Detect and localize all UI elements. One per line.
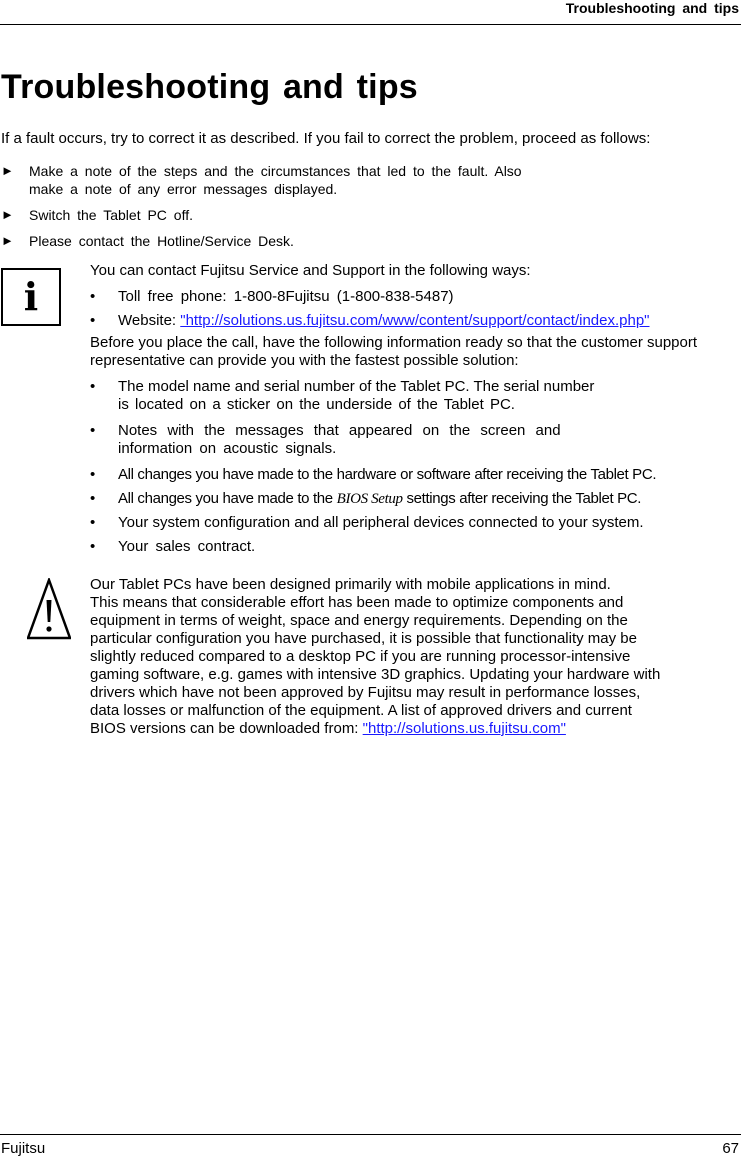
info-checklist [90,378,740,556]
list-item [90,288,740,306]
step-item [1,232,641,250]
item-text: is located on a sticker on the underside of the Tablet PC. [118,396,515,413]
warning-text: BIOS versions can be downloaded from: [90,720,359,737]
header-rule [0,24,741,25]
item-text: All changes you have made to the hardware or software after receiving the Tablet PC. [118,466,657,483]
fujitsu-website-link[interactable]: "http://solutions.us.fujitsu.com" [362,720,566,737]
list-item [90,422,740,458]
info-icon-frame [1,268,61,326]
warning-exclamation-bar [47,600,52,622]
arrow-icon: ► [1,233,14,248]
bullet-icon: • [90,514,96,531]
warning-line: This means that considerable effort has been made to optimize components and [90,594,624,611]
step-text: Please contact the Hotline/Service Desk. [29,233,294,249]
warning-line: drivers which have not been approved by Fujitsu may result in performance losses, [90,684,641,701]
running-header: Troubleshooting and tips [565,0,739,16]
page-number: 67 [722,1140,739,1157]
phone-text: Toll free phone: 1-800-8Fujitsu (1-800-838-5487) [118,288,454,305]
bullet-icon: • [90,288,96,305]
info-note [90,262,740,556]
bullet-icon: • [90,490,95,507]
warning-line: gaming software, e.g. games with intensive 3D graphics. Updating your hardware with [90,666,661,683]
intro-text: If a fault occurs, try to correct it as described. If you fail to correct the problem, proceed as follows: [1,130,651,147]
item-text: settings after receiving the Tablet PC. [406,490,642,507]
footer-rule [0,1134,741,1135]
steps-list [1,162,641,258]
item-text: information on acoustic signals. [118,440,337,457]
before-call-text: Before you place the call, have the following information ready so that the customer support representative can provide you with the fastest possible solution: [90,334,698,369]
arrow-icon: ► [1,207,14,222]
bullet-icon: • [90,538,96,555]
warning-line [90,720,740,738]
page-title: Troubleshooting and tips [1,68,418,106]
list-item [90,514,740,532]
warning-line: Our Tablet PCs have been designed primarily with mobile applications in mind. [90,576,611,593]
item-text: All changes you have made to the [118,490,333,507]
info-lead: You can contact Fujitsu Service and Support in the following ways: [90,262,531,279]
website-label: Website: [118,312,177,329]
footer-brand: Fujitsu [1,1140,46,1157]
warning-line: equipment in terms of weight, space and energy requirements. Depending on the [90,612,628,629]
warning-icon [27,578,71,640]
step-item [1,162,641,198]
list-item [90,538,740,556]
step-text: make a note of any error messages displayed. [29,181,338,197]
list-item [90,490,740,508]
bullet-icon: • [90,378,96,395]
item-text: The model name and serial number of the Tablet PC. The serial number [118,378,595,395]
arrow-icon: ► [1,163,14,178]
list-item [90,378,740,414]
contact-list [90,288,740,330]
bullet-icon: • [90,466,95,483]
info-icon-glyph: i [23,274,39,319]
warning-exclamation-dot [46,626,51,631]
bullet-icon: • [90,312,96,329]
warning-line: particular configuration you have purchased, it is possible that functionality may be [90,630,637,647]
list-item [90,312,740,330]
item-text: Your system configuration and all peripheral devices connected to your system. [118,514,644,531]
support-website-link[interactable]: "http://solutions.us.fujitsu.com/www/content/support/contact/index.php" [180,312,650,329]
info-icon [1,268,63,328]
list-item [90,466,740,484]
warning-line: slightly reduced compared to a desktop PC if you are running processor-intensive [90,648,631,665]
step-text: Make a note of the steps and the circumstances that led to the fault. Also [29,163,522,179]
item-text: Notes with the messages that appeared on the screen and [118,422,561,439]
step-item [1,206,641,224]
item-text: Your sales contract. [118,538,256,555]
step-text: Switch the Tablet PC off. [29,207,194,223]
warning-note [90,576,740,738]
bios-setup-term: BIOS Setup [336,491,403,507]
bullet-icon: • [90,422,96,439]
warning-line: data losses or malfunction of the equipment. A list of approved drivers and current [90,702,632,719]
